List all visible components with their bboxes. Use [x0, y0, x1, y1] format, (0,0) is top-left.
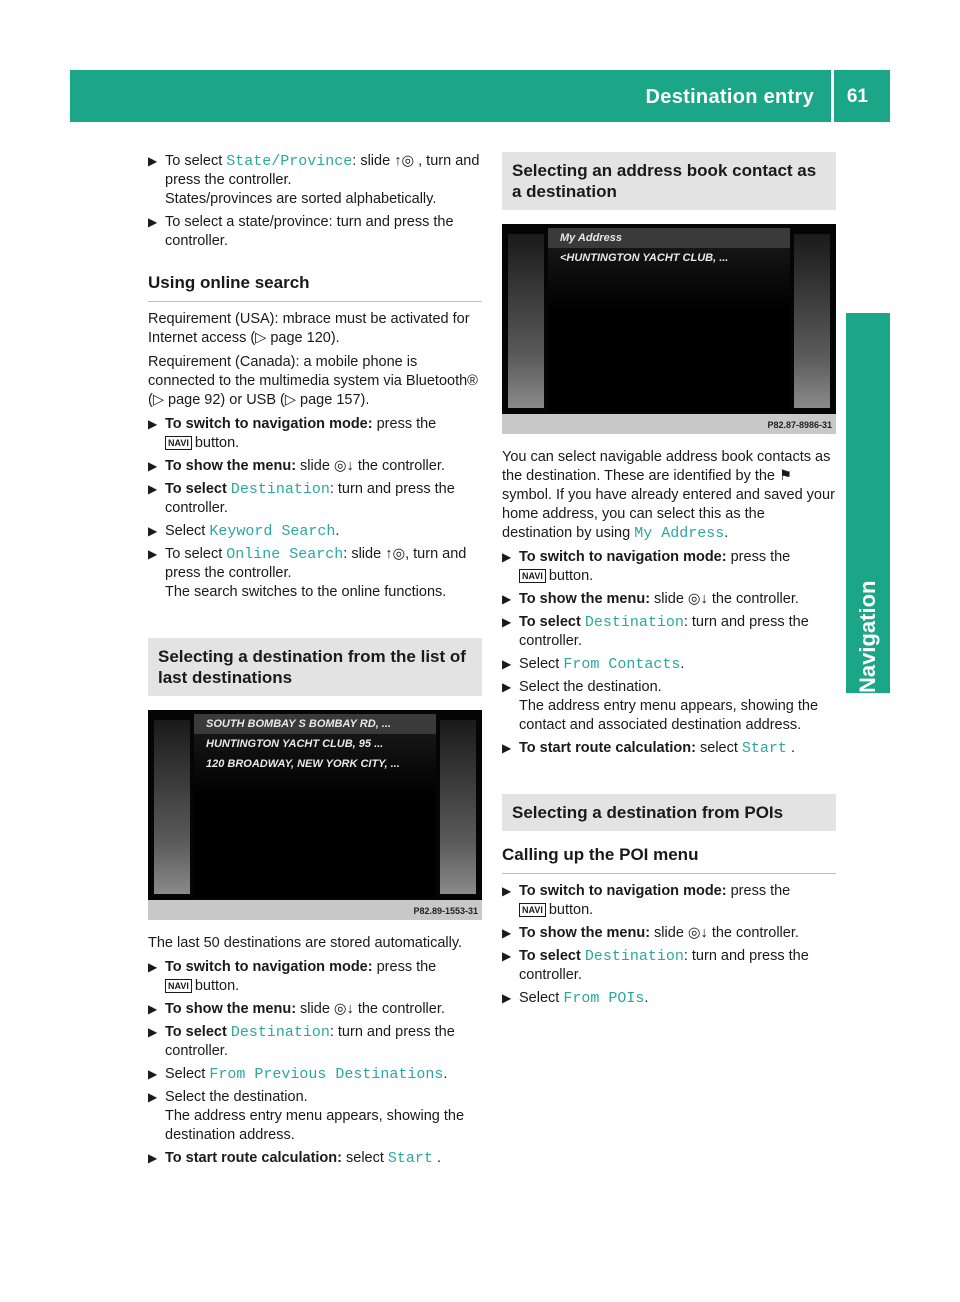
step-arrow-icon: ▶	[502, 680, 512, 694]
screenshot-last-destinations	[148, 710, 482, 920]
step-item	[148, 545, 482, 602]
step-arrow-icon: ▶	[502, 657, 512, 671]
step-text: press the	[726, 883, 791, 899]
step-item	[502, 613, 836, 651]
step-text: To select	[165, 153, 227, 169]
step-text: : turn and press the controller.	[165, 1024, 455, 1059]
section-heading-address-book: Selecting an address book contact as a destination	[502, 152, 836, 210]
address-book-text	[502, 448, 836, 543]
step-text: : slide ↑◎ , turn and press the controller.	[165, 153, 480, 188]
last-destinations-text: The last 50 destinations are stored automatically.	[148, 935, 463, 951]
menu-item-code: My Address	[634, 525, 725, 542]
step-text: Select	[519, 990, 564, 1006]
step-label: To select	[519, 948, 585, 964]
navi-key-icon: NAVI	[165, 979, 192, 993]
step-label: To show the menu:	[165, 1001, 297, 1017]
step-text: : slide ↑◎, turn and press the controller.	[165, 546, 467, 581]
requirement-canada: Requirement (Canada): a mobile phone is connected to the multimedia system via Bluetooth® (▷ page 92) or USB (▷ page 157).	[148, 354, 478, 408]
page-number: 61	[846, 86, 868, 107]
step-text: .	[443, 1066, 448, 1082]
step-text: To select	[165, 546, 227, 562]
screen-list	[548, 228, 790, 412]
step-text: slide ◎↓ the controller.	[296, 458, 445, 474]
menu-item-code: Keyword Search	[209, 523, 336, 540]
step-text: slide ◎↓ the controller.	[650, 925, 799, 941]
screen-back-icon	[154, 720, 190, 894]
step-item	[502, 989, 836, 1008]
step-arrow-icon: ▶	[148, 1025, 158, 1039]
menu-item-code: Destination	[584, 948, 684, 965]
step-label: To switch to navigation mode:	[165, 959, 373, 975]
screen-list-row: <HUNTINGTON YACHT CLUB, ...	[560, 252, 729, 264]
menu-item-code: From POIs	[563, 990, 645, 1007]
step-item	[148, 1088, 482, 1145]
menu-item-code: From Previous Destinations	[209, 1066, 444, 1083]
step-item	[148, 1023, 482, 1061]
step-arrow-icon: ▶	[148, 1151, 158, 1165]
step-arrow-icon: ▶	[502, 592, 512, 606]
step-item	[148, 457, 482, 476]
step-arrow-icon: ▶	[502, 615, 512, 629]
step-text: button.	[194, 435, 240, 451]
step-text: Select the destination.	[519, 679, 662, 695]
step-arrow-icon: ▶	[148, 459, 158, 473]
menu-item-code: Online Search	[226, 546, 344, 563]
step-text: button.	[548, 902, 594, 918]
step-text: press the	[372, 416, 437, 432]
step-arrow-icon: ▶	[502, 949, 512, 963]
step-item	[148, 1065, 482, 1084]
step-text: slide ◎↓ the controller.	[296, 1001, 445, 1017]
step-item	[502, 548, 836, 586]
step-arrow-icon: ▶	[148, 154, 158, 168]
step-item	[148, 522, 482, 541]
step-text: : turn and press the controller.	[519, 948, 809, 983]
step-text: Select	[165, 523, 210, 539]
step-text: press the	[372, 959, 437, 975]
left-column	[148, 152, 482, 1172]
step-arrow-icon: ▶	[148, 1002, 158, 1016]
step-arrow-icon: ▶	[148, 215, 158, 229]
right-column	[502, 152, 836, 1012]
menu-item-code: Start	[387, 1150, 433, 1167]
step-arrow-icon: ▶	[148, 524, 158, 538]
section-heading-last-destinations: Selecting a destination from the list of last destinations	[148, 638, 482, 696]
step-text: select	[341, 1150, 388, 1166]
subheading-poi-menu: Calling up the POI menu	[502, 845, 836, 874]
step-item	[502, 678, 836, 735]
step-item	[148, 152, 482, 209]
step-label: To switch to navigation mode:	[165, 416, 373, 432]
step-item	[502, 947, 836, 985]
step-arrow-icon: ▶	[502, 550, 512, 564]
step-text: Select	[519, 656, 564, 672]
image-reference: P82.89-1553-31	[413, 906, 478, 916]
step-arrow-icon: ▶	[148, 482, 158, 496]
step-text: button.	[194, 978, 240, 994]
menu-item-code: Start	[741, 740, 787, 757]
step-note: The search switches to the online functions.	[165, 584, 447, 600]
step-note: The address entry menu appears, showing the contact and associated destination address.	[519, 698, 819, 733]
step-arrow-icon: ▶	[148, 960, 158, 974]
page-header	[70, 70, 890, 122]
step-text: To select a state/province: turn and press the controller.	[165, 214, 454, 249]
step-item	[502, 739, 836, 758]
chapter-tab	[846, 313, 890, 693]
screen-list	[194, 714, 436, 898]
step-label: To show the menu:	[519, 925, 651, 941]
step-text: : turn and press the controller.	[519, 614, 809, 649]
screen-list-row: HUNTINGTON YACHT CLUB, 95 ...	[206, 738, 384, 750]
step-item	[502, 924, 836, 943]
step-arrow-icon: ▶	[502, 741, 512, 755]
step-arrow-icon: ▶	[502, 991, 512, 1005]
menu-item-code: Destination	[230, 1024, 330, 1041]
step-label: To show the menu:	[519, 591, 651, 607]
step-item	[148, 1149, 482, 1168]
step-text: Select the destination.	[165, 1089, 308, 1105]
navi-key-icon: NAVI	[519, 569, 546, 583]
menu-item-code: Destination	[230, 481, 330, 498]
screen-list-row: SOUTH BOMBAY S BOMBAY RD, ...	[194, 714, 436, 734]
body-text: You can select navigable address book contacts as the destination. These are identified by the ⚑ symbol. If you have already entered and saved your home address, you can select this as the destination by using	[502, 449, 835, 541]
step-text: button.	[548, 568, 594, 584]
requirement-usa: Requirement (USA): mbrace must be activated for Internet access (▷ page 120).	[148, 311, 470, 346]
step-note: The address entry menu appears, showing the destination address.	[165, 1108, 465, 1143]
menu-item-code: State/Province	[226, 153, 353, 170]
step-text: press the	[726, 549, 791, 565]
step-item	[148, 958, 482, 996]
step-note: States/provinces are sorted alphabetically.	[165, 191, 437, 207]
step-text: .	[432, 1150, 441, 1166]
step-text: select	[695, 740, 742, 756]
menu-item-code: Destination	[584, 614, 684, 631]
step-item	[148, 1000, 482, 1019]
step-arrow-icon: ▶	[148, 547, 158, 561]
screen-options-icon	[794, 234, 830, 408]
step-label: To start route calculation:	[165, 1150, 342, 1166]
step-text: .	[644, 990, 649, 1006]
step-text: .	[680, 656, 685, 672]
step-arrow-icon: ▶	[148, 417, 158, 431]
step-label: To start route calculation:	[519, 740, 696, 756]
step-arrow-icon: ▶	[502, 884, 512, 898]
step-text: .	[335, 523, 340, 539]
navi-key-icon: NAVI	[519, 903, 546, 917]
step-item	[502, 882, 836, 920]
section-title: Destination entry	[645, 86, 814, 108]
subheading-online-search: Using online search	[148, 273, 482, 302]
image-reference: P82.87-8986-31	[767, 420, 832, 430]
screen-list-row: 120 BROADWAY, NEW YORK CITY, ...	[206, 758, 400, 770]
step-text: : turn and press the controller.	[165, 481, 455, 516]
screen-options-icon	[440, 720, 476, 894]
header-divider	[831, 70, 834, 122]
step-label: To show the menu:	[165, 458, 297, 474]
screen-back-icon	[508, 234, 544, 408]
step-label: To switch to navigation mode:	[519, 549, 727, 565]
step-item	[148, 415, 482, 453]
navi-key-icon: NAVI	[165, 436, 192, 450]
menu-item-code: From Contacts	[563, 656, 681, 673]
step-text: slide ◎↓ the controller.	[650, 591, 799, 607]
screen-list-title: My Address	[548, 228, 790, 248]
section-heading-pois: Selecting a destination from POIs	[502, 794, 836, 831]
step-label: To select	[165, 1024, 231, 1040]
step-label: To select	[519, 614, 585, 630]
screenshot-address-book	[502, 224, 836, 434]
step-text: Select	[165, 1066, 210, 1082]
step-label: To switch to navigation mode:	[519, 883, 727, 899]
body-text: .	[724, 525, 729, 541]
step-item	[148, 213, 482, 251]
step-text: .	[786, 740, 795, 756]
chapter-tab-label: Navigation	[855, 580, 880, 693]
step-arrow-icon: ▶	[148, 1090, 158, 1104]
step-arrow-icon: ▶	[502, 926, 512, 940]
step-item	[502, 590, 836, 609]
step-arrow-icon: ▶	[148, 1067, 158, 1081]
step-item	[502, 655, 836, 674]
step-item	[148, 480, 482, 518]
step-label: To select	[165, 481, 231, 497]
